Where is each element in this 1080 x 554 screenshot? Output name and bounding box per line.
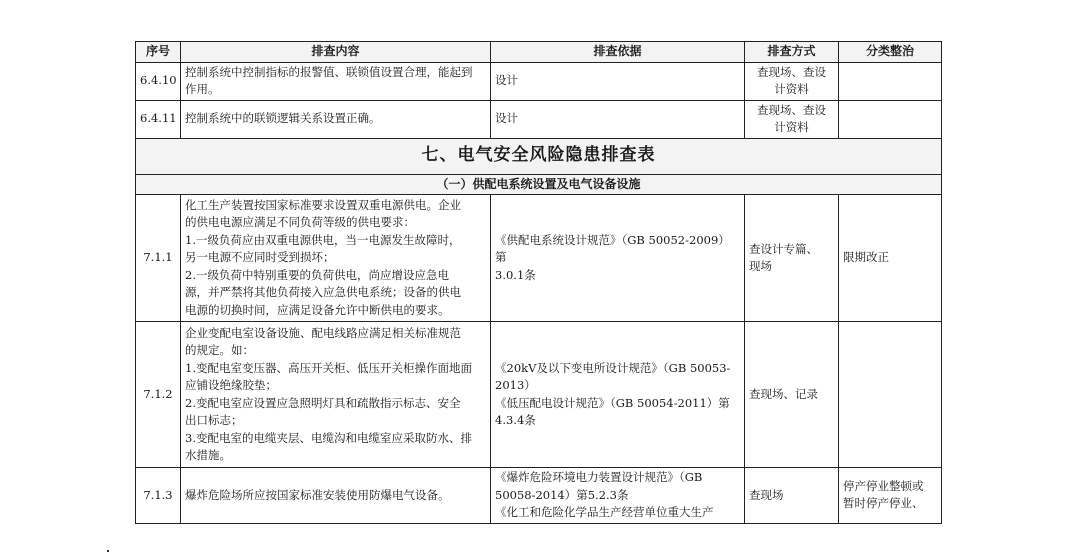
table-row — [136, 322, 942, 468]
content-line: 2.一级负荷中特别重要的负荷供电，尚应增设应急电 — [185, 267, 449, 282]
page-mark — [107, 550, 109, 552]
table-row — [136, 62, 942, 100]
content-line: 化工生产装置按国家标准要求设置双重电源供电。企业 — [185, 197, 461, 212]
content-line: 1.一级负荷应由双重电源供电，当一电源发生故障时， — [185, 232, 461, 247]
row-method — [745, 62, 839, 100]
row-rectify — [839, 62, 942, 100]
row-rectify — [839, 195, 942, 322]
rectify-line: 暂时停产停业、 — [843, 496, 924, 511]
row-method — [745, 468, 839, 524]
method-line: 现场 — [749, 259, 772, 273]
row-method — [745, 100, 839, 138]
table-row — [136, 468, 942, 524]
method-line: 查设计专篇、 — [749, 241, 818, 256]
basis-line: 2013） — [495, 378, 536, 392]
content-line: 源，并严禁将其他负荷接入应急供电系统；设备的供电 — [185, 285, 461, 300]
method-line: 查现场、记录 — [749, 386, 818, 401]
row-basis — [491, 195, 745, 322]
content-line: 作用。 — [185, 82, 220, 96]
content-line: 的规定。如： — [185, 343, 254, 357]
basis-line: 设计 — [495, 111, 518, 126]
content-line: 企业变配电室设备设施、配电线路应满足相关标准规范 — [185, 325, 461, 340]
header-content: 排查内容 — [181, 42, 491, 63]
content-line: 控制系统中控制指标的报警值、联锁值设置合理，能起到 — [185, 64, 473, 79]
basis-line: 《低压配电设计规范》（GB 50054-2011）第 — [495, 395, 730, 410]
method-line: 计资料 — [774, 120, 809, 134]
header-rectify: 分类整治 — [839, 42, 942, 63]
row-method — [745, 322, 839, 468]
row-seq: 7.1.3 — [136, 468, 181, 524]
row-seq: 6.4.11 — [136, 100, 181, 138]
basis-line: 《化工和危险化学品生产经营单位重大生产 — [495, 505, 714, 519]
rectify-line: 限期改正 — [843, 250, 889, 265]
row-basis — [491, 100, 745, 138]
header-method: 排查方式 — [745, 42, 839, 63]
content-line: 控制系统中的联锁逻辑关系设置正确。 — [185, 111, 381, 126]
header-row — [136, 42, 942, 63]
row-basis — [491, 322, 745, 468]
row-rectify — [839, 468, 942, 524]
content-line: 1.变配电室变压器、高压开关柜、低压开关柜操作面地面 — [185, 360, 472, 375]
basis-line: 《爆炸危险环境电力装置设计规范》（GB — [495, 470, 703, 484]
section-row — [136, 138, 942, 174]
method-line: 查现场 — [749, 487, 784, 502]
basis-line: 50058-2014）第5.2.3条 — [495, 487, 629, 502]
method-line: 计资料 — [774, 82, 809, 96]
basis-line: 3.0.1条 — [495, 267, 536, 282]
row-content — [181, 100, 491, 138]
header-basis: 排查依据 — [491, 42, 745, 63]
basis-line: 4.3.4条 — [495, 413, 536, 427]
content-line: 爆炸危险场所应按国家标准安装使用防爆电气设备。 — [185, 487, 450, 502]
row-content — [181, 195, 491, 322]
subsection-row — [136, 174, 942, 195]
content-line: 2.变配电室应设置应急照明灯具和疏散指示标志、安全 — [185, 395, 461, 410]
basis-line: 设计 — [495, 73, 518, 88]
row-method — [745, 195, 839, 322]
row-rectify — [839, 322, 942, 468]
method-line: 查现场、查设 — [757, 102, 826, 117]
content-line: 应铺设绝缘胶垫； — [185, 378, 277, 392]
table-row — [136, 100, 942, 138]
content-line: 另一电源不应同时受到损坏； — [185, 250, 335, 265]
content-line: 电源的切换时间，应满足设备允许中断供电的要求。 — [185, 302, 450, 317]
basis-line: 《20kV及以下变电所设计规范》（GB 50053- — [495, 360, 731, 375]
section-title: 七、电气安全风险隐患排查表 — [136, 138, 942, 174]
subsection-title: （一）供配电系统设置及电气设备设施 — [136, 174, 942, 195]
row-rectify — [839, 100, 942, 138]
content-line: 的供电电源应满足不同负荷等级的供电要求： — [185, 215, 415, 230]
row-seq: 7.1.1 — [136, 195, 181, 322]
content-line: 3.变配电室的电缆夹层、电缆沟和电缆室应采取防水、排 — [185, 430, 472, 445]
method-line: 查现场、查设 — [757, 64, 826, 79]
row-content — [181, 322, 491, 468]
table-row — [136, 195, 942, 322]
row-content — [181, 468, 491, 524]
content-line: 出口标志； — [185, 413, 243, 427]
rectify-line: 停产停业整顿或 — [843, 478, 924, 493]
row-seq: 6.4.10 — [136, 62, 181, 100]
inspection-table — [135, 41, 942, 524]
row-content — [181, 62, 491, 100]
row-basis — [491, 62, 745, 100]
row-basis — [491, 468, 745, 524]
content-line: 水措施。 — [185, 448, 231, 462]
row-seq: 7.1.2 — [136, 322, 181, 468]
header-seq: 序号 — [136, 42, 181, 63]
basis-line: 《供配电系统设计规范》（GB 50052-2009）第 — [495, 232, 730, 265]
